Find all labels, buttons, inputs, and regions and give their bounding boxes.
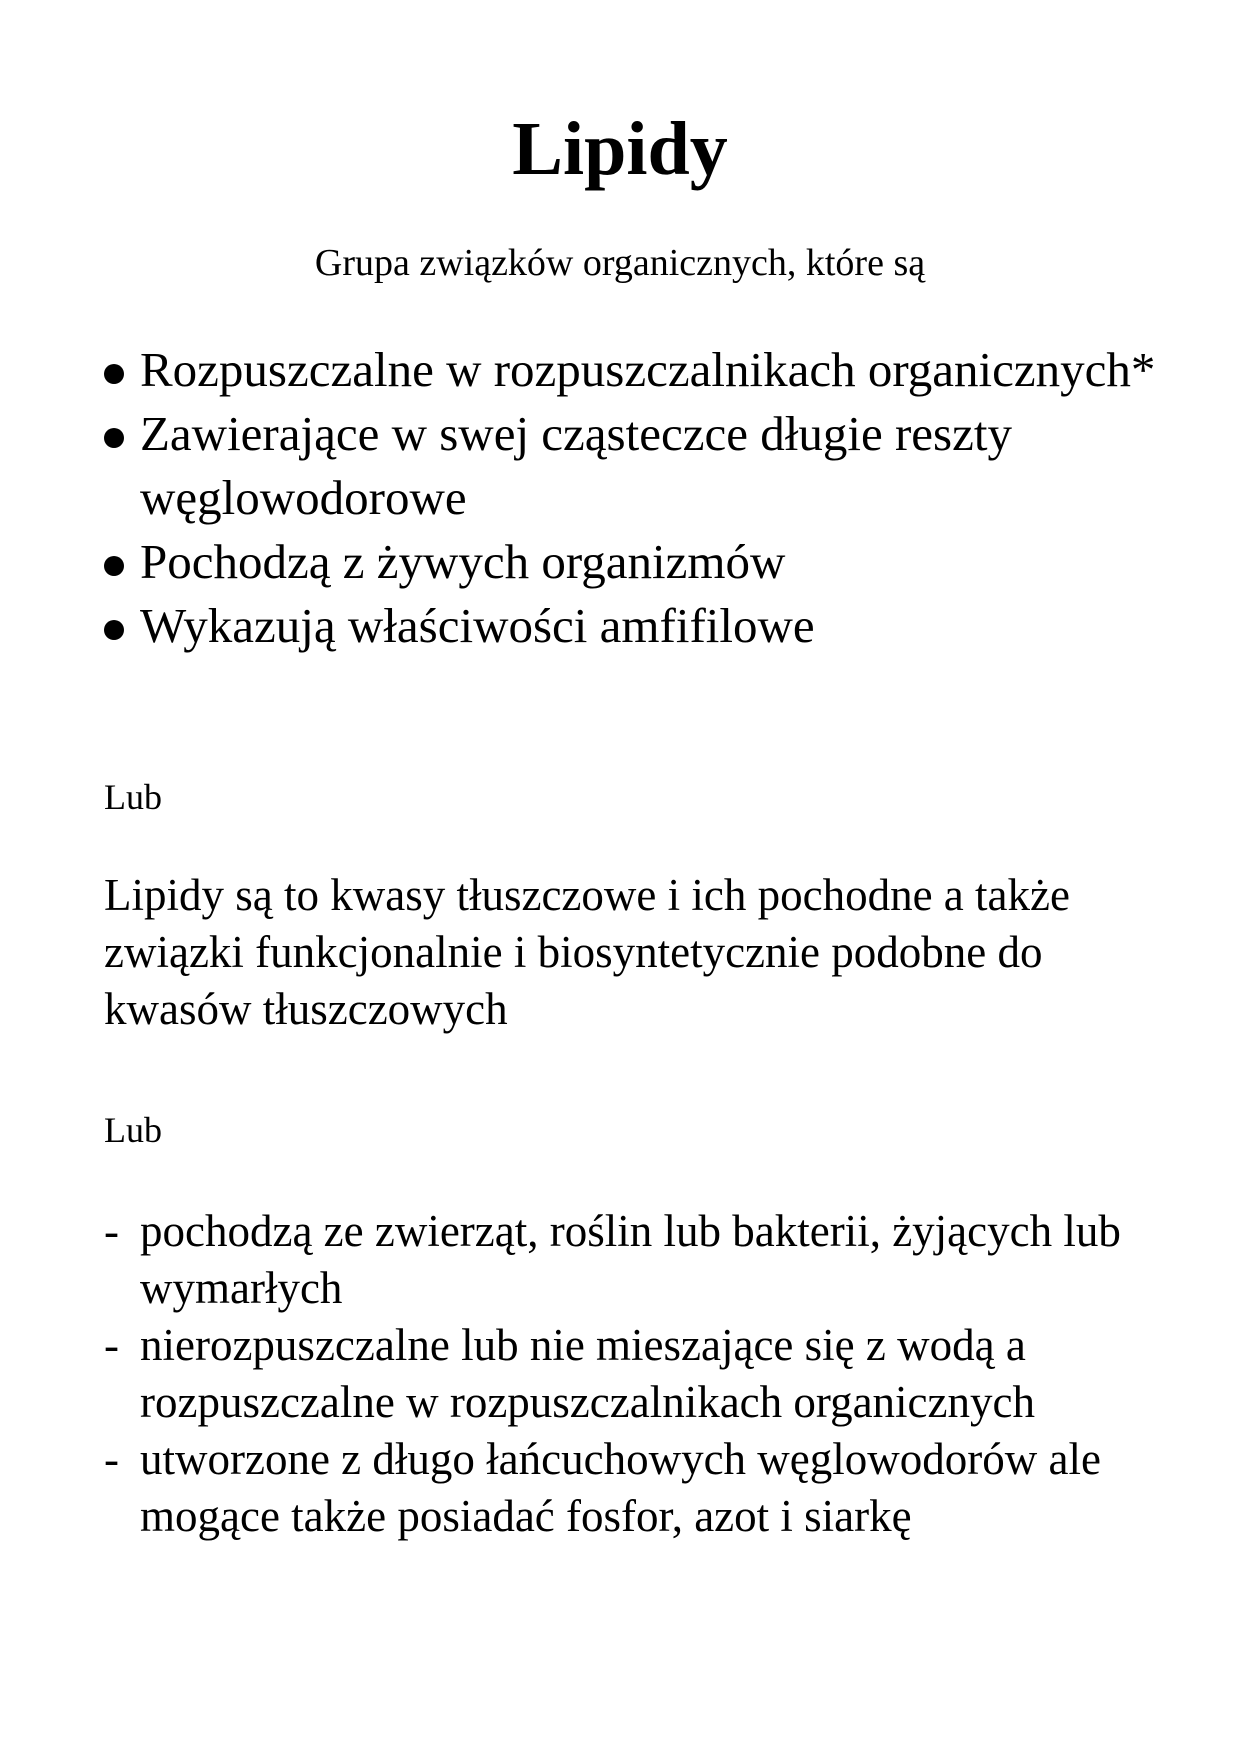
bullet-item <box>104 530 1164 594</box>
separator-lub-2: Lub <box>104 1110 162 1150</box>
dash-text: pochodzą ze zwierząt, roślin lub bakterii, żyjących lub wymarłych <box>140 1206 1121 1313</box>
bullet-icon <box>104 364 124 384</box>
dash-list <box>104 1203 1194 1545</box>
separator-lub-1: Lub <box>104 777 162 817</box>
dash-item <box>104 1203 1194 1317</box>
dash-item <box>104 1317 1194 1431</box>
dash-text: nierozpuszczalne lub nie mieszające się z wodą a rozpuszczalne w rozpuszczalnikach organicznych <box>140 1320 1035 1427</box>
bullet-text: Pochodzą z żywych organizmów <box>140 534 786 589</box>
bullet-icon <box>104 556 124 576</box>
bullet-item <box>104 402 1164 530</box>
bullet-text: Rozpuszczalne w rozpuszczalnikach organicznych* <box>140 342 1156 397</box>
bullet-item <box>104 338 1164 402</box>
dash-item <box>104 1431 1194 1545</box>
bullet-list <box>104 338 1164 658</box>
dash-marker: - <box>104 1434 119 1484</box>
bullet-text: Zawierające w swej cząsteczce długie reszty węglowodorowe <box>140 406 1012 525</box>
dash-marker: - <box>104 1320 119 1370</box>
bullet-icon <box>104 428 124 448</box>
bullet-text: Wykazują właściwości amfifilowe <box>140 598 815 653</box>
dash-text: utworzone z długo łańcuchowych węglowodorów ale mogące także posiadać fosfor, azot i siarkę <box>140 1434 1101 1541</box>
bullet-item <box>104 594 1164 658</box>
dash-marker: - <box>104 1206 119 1256</box>
bullet-icon <box>104 620 124 640</box>
definition-paragraph: Lipidy są to kwasy tłuszczowe i ich pochodne a także związki funkcjonalnie i biosyntetycznie podobne do kwasów tłuszczowych <box>104 870 1070 1034</box>
page-title: Lipidy <box>512 107 728 191</box>
subtitle: Grupa związków organicznych, które są <box>314 242 926 284</box>
